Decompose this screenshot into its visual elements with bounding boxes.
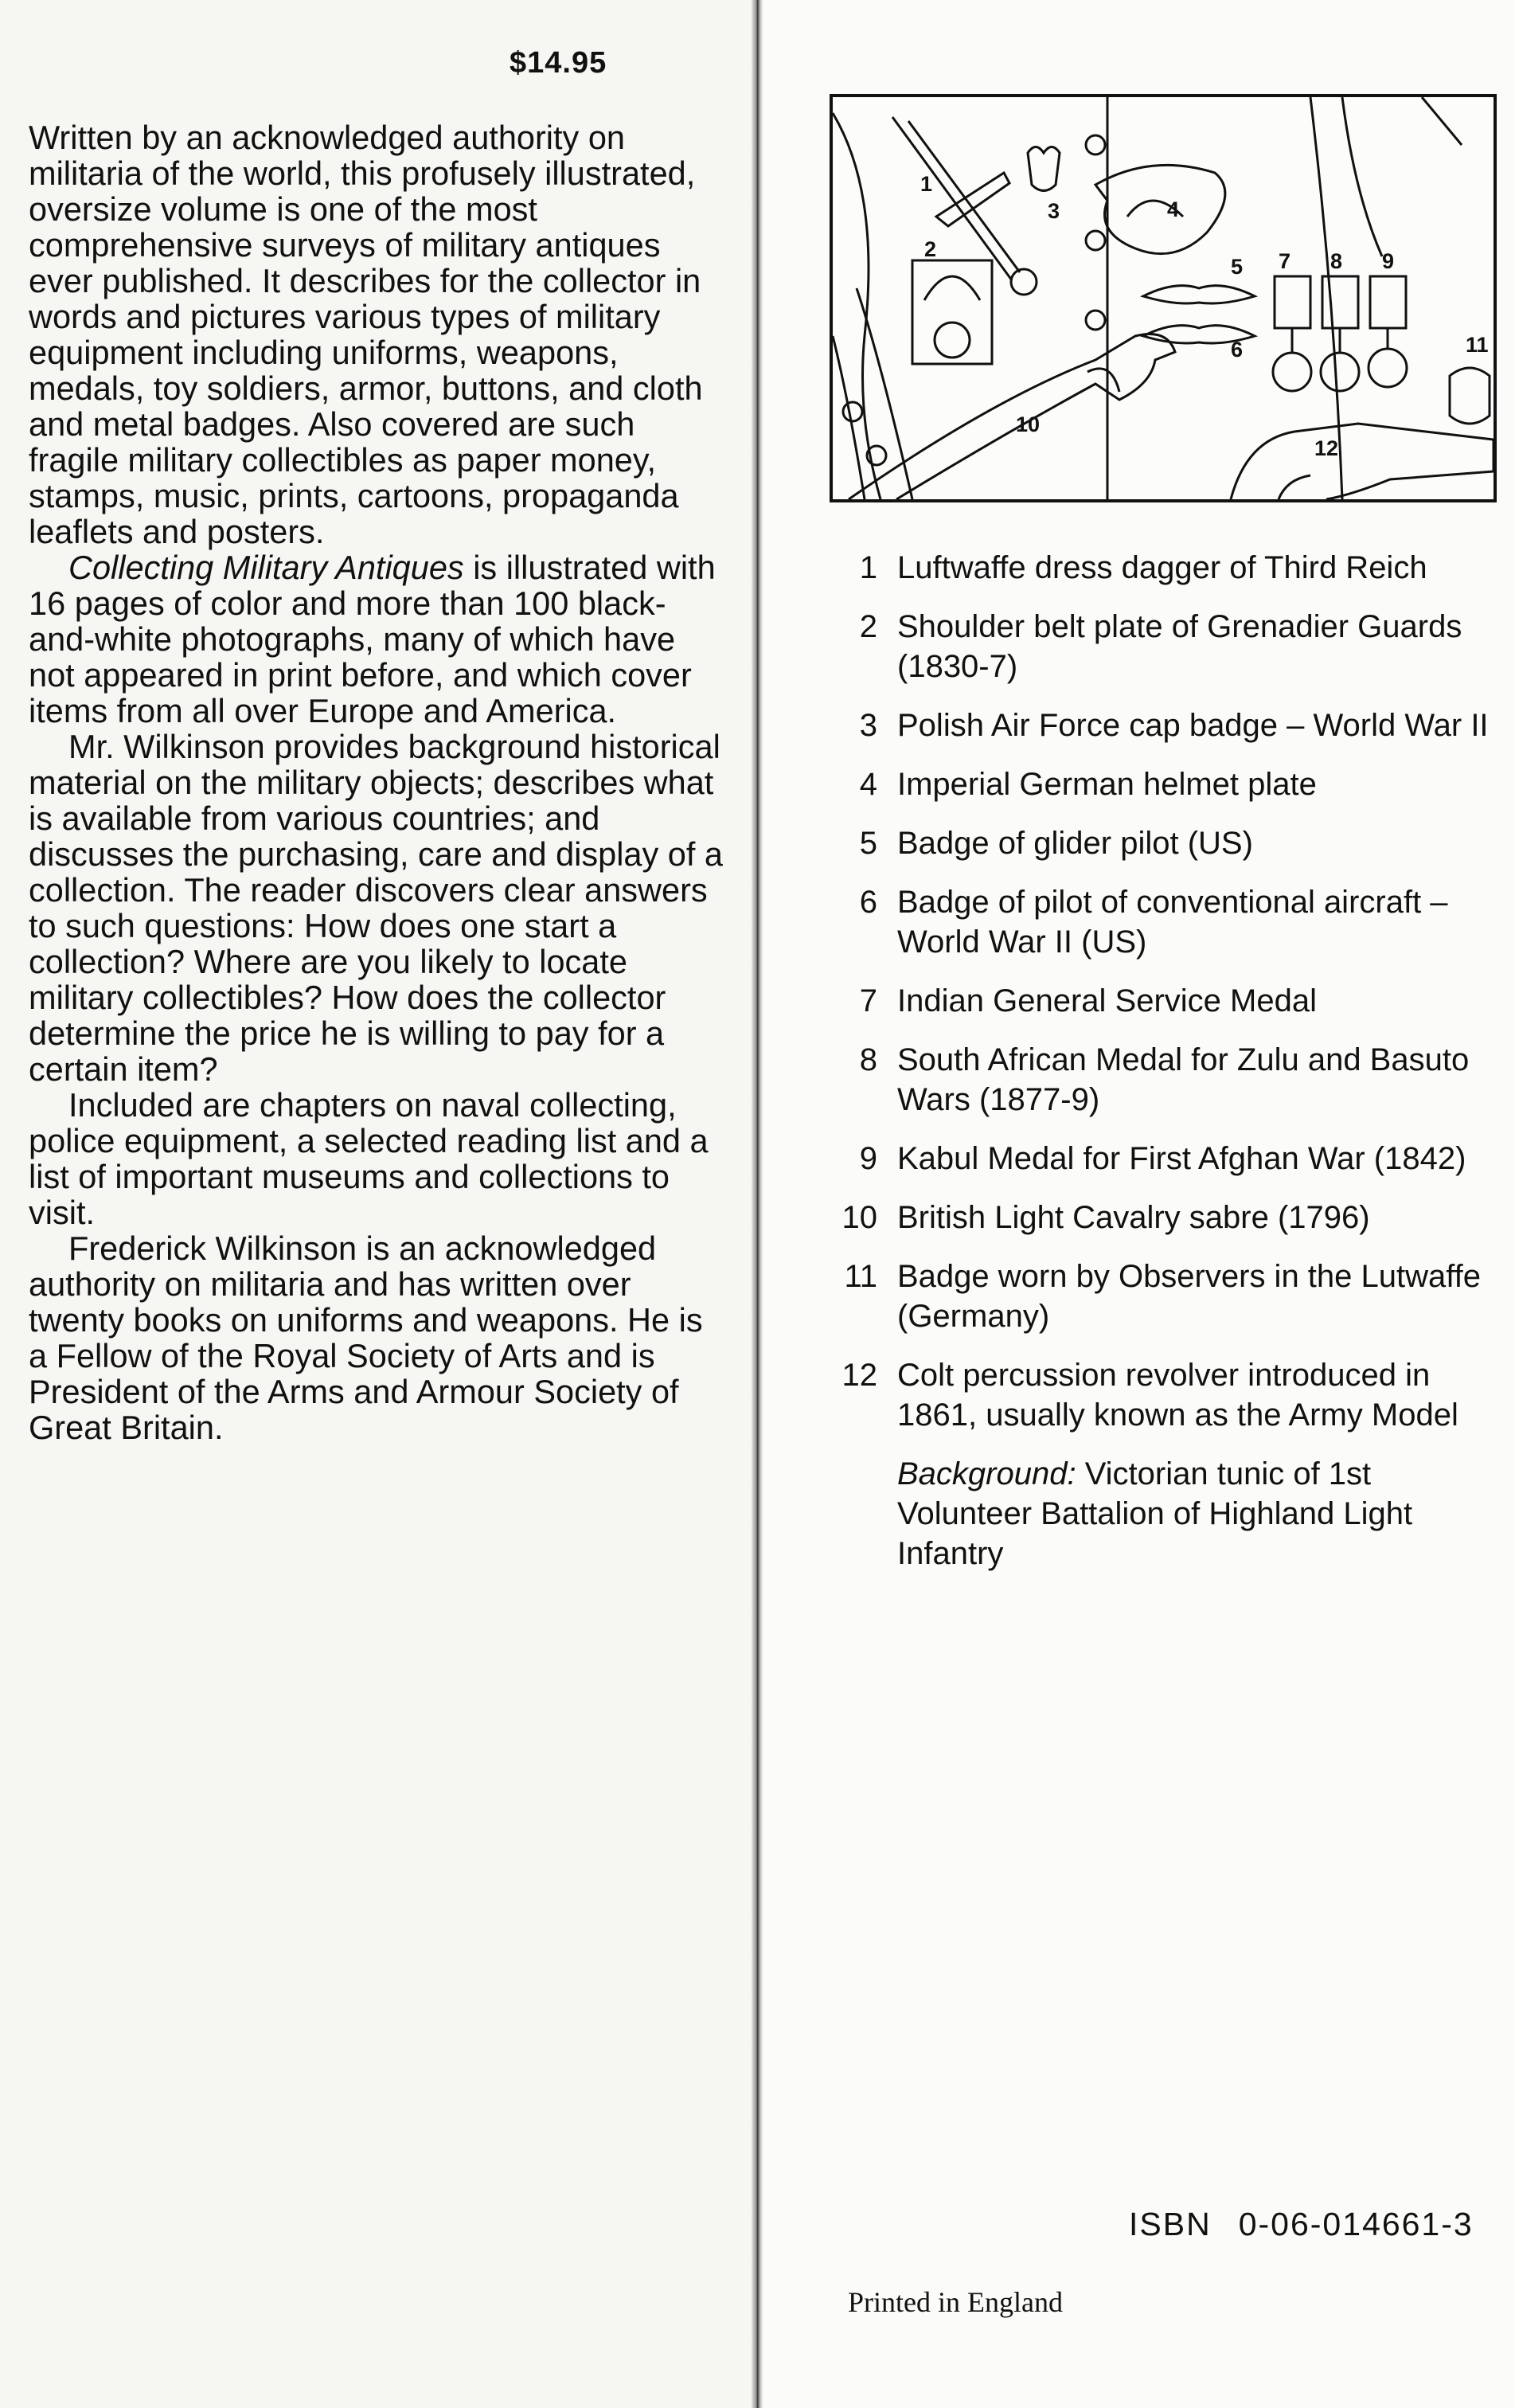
blurb-paragraph-2-rest: is illustrated with 16 pages of color and more than 100 black-and-white photographs, many of which have not appeared in print before, and which cover items from all over Europe and America. <box>29 549 716 729</box>
isbn <box>1129 2206 1474 2243</box>
caption-item-10: 10 British Light Cavalry sabre (1796) <box>841 1200 1370 1235</box>
sabre-drawing <box>849 334 1175 500</box>
blurb-paragraph-4: Included are chapters on naval collecting, police equipment, a selected reading list and a list of important museums and collections to visit. <box>29 1086 709 1231</box>
figure-label-10: 10 <box>1016 412 1041 436</box>
isbn-label: ISBN <box>1129 2206 1212 2242</box>
medal-ribbon-9 <box>1370 276 1406 328</box>
caption-item-1: 1 Luftwaffe dress dagger of Third Reich <box>859 550 1427 585</box>
price: $14.95 <box>510 46 607 80</box>
blurb-paragraph-1: Written by an acknowledged authority on militaria of the world, this profusely illustrated, oversize volume is one of the most comprehensive surveys of military antiques ever published. It describes for the collector in words and pictures various types of military equipment including uniforms, weapons, medals, toy soldiers, armor, buttons, and cloth and metal badges. Also covered are such fragile military collectibles as paper money, stamps, music, prints, cartoons, propaganda leaflets and posters. <box>29 119 703 550</box>
blurb-paragraph-5: Frederick Wilkinson is an acknowledged authority on militaria and has written over twenty books on uniforms and weapons. He is a Fellow of the Royal Society of Arts and is President of the Arms and Armour Society of Great Britain. <box>29 1229 703 1446</box>
spine-fold <box>752 0 763 2408</box>
book-title: Collecting Military Antiques <box>68 549 464 586</box>
figure-label-4: 4 <box>1167 197 1180 221</box>
blurb-text <box>29 119 729 1445</box>
figure-label-2: 2 <box>924 237 937 261</box>
figure-label-3: 3 <box>1048 199 1060 223</box>
caption-item-11: 11 Badge worn by Observers in the Lutwaffe (Germany) <box>844 1259 1482 1334</box>
figure-label-6: 6 <box>1231 338 1244 362</box>
back-flap-left <box>0 0 752 2408</box>
blurb-paragraph-2 <box>29 549 729 729</box>
figure-label-5: 5 <box>1231 255 1244 279</box>
figure-number-labels <box>920 172 1489 460</box>
medal-ribbon-8 <box>1322 276 1358 328</box>
cap-badge-drawing <box>1028 147 1060 191</box>
figure-label-12: 12 <box>1314 436 1339 460</box>
key-diagram-drawing <box>833 97 1494 499</box>
caption-item-4: 4 Imperial German helmet plate <box>859 767 1317 802</box>
glider-wings-drawing <box>1143 286 1255 303</box>
tunic-outline <box>833 113 880 499</box>
figure-label-7: 7 <box>1279 249 1291 273</box>
caption-item-8: 8 South African Medal for Zulu and Basuto Wars (1877-9) <box>859 1042 1470 1117</box>
caption-item-2: 2 Shoulder belt plate of Grenadier Guards (1830-7) <box>859 609 1462 684</box>
caption-item-7: 7 Indian General Service Medal <box>859 983 1317 1018</box>
caption-item-5: 5 Badge of glider pilot (US) <box>859 826 1253 861</box>
isbn-number: 0-06-014661-3 <box>1238 2206 1474 2242</box>
medal-ribbon-7 <box>1275 276 1310 328</box>
caption-item-12: 12 Colt percussion revolver introduced in 1861, usually known as the Army Model <box>841 1358 1458 1433</box>
figure-label-9: 9 <box>1382 249 1395 273</box>
helmet-plate-drawing <box>1095 165 1225 253</box>
blurb-paragraph-3: Mr. Wilkinson provides background historical material on the military objects; describes what is available from various countries; and discusses the purchasing, care and display of a collection. The reader discovers clear answers to such questions: How does one start a collection? Where are you likely to locate military collectibles? How does the collector determine the price he is willing to pay for a certain item? <box>29 728 724 1088</box>
figure-label-11: 11 <box>1466 333 1489 357</box>
dagger-drawing <box>892 117 1012 280</box>
caption-item-6: 6 Badge of pilot of conventional aircraft – World War II (US) <box>859 885 1448 960</box>
caption-item-9: 9 Kabul Medal for First Afghan War (1842) <box>859 1141 1466 1176</box>
revolver-drawing <box>1231 424 1494 499</box>
printed-in: Printed in England <box>848 2286 1063 2318</box>
figure-label-1: 1 <box>920 172 933 196</box>
caption-item-3: 3 Polish Air Force cap badge – World War II <box>859 708 1489 743</box>
caption-list <box>830 548 1498 1573</box>
background-note: Background: Victorian tunic of 1st Volunteer Battalion of Highland Light Infantry <box>897 1456 1413 1571</box>
figure-label-8: 8 <box>1330 249 1343 273</box>
key-diagram <box>830 94 1497 502</box>
observer-badge-drawing <box>1450 368 1490 424</box>
